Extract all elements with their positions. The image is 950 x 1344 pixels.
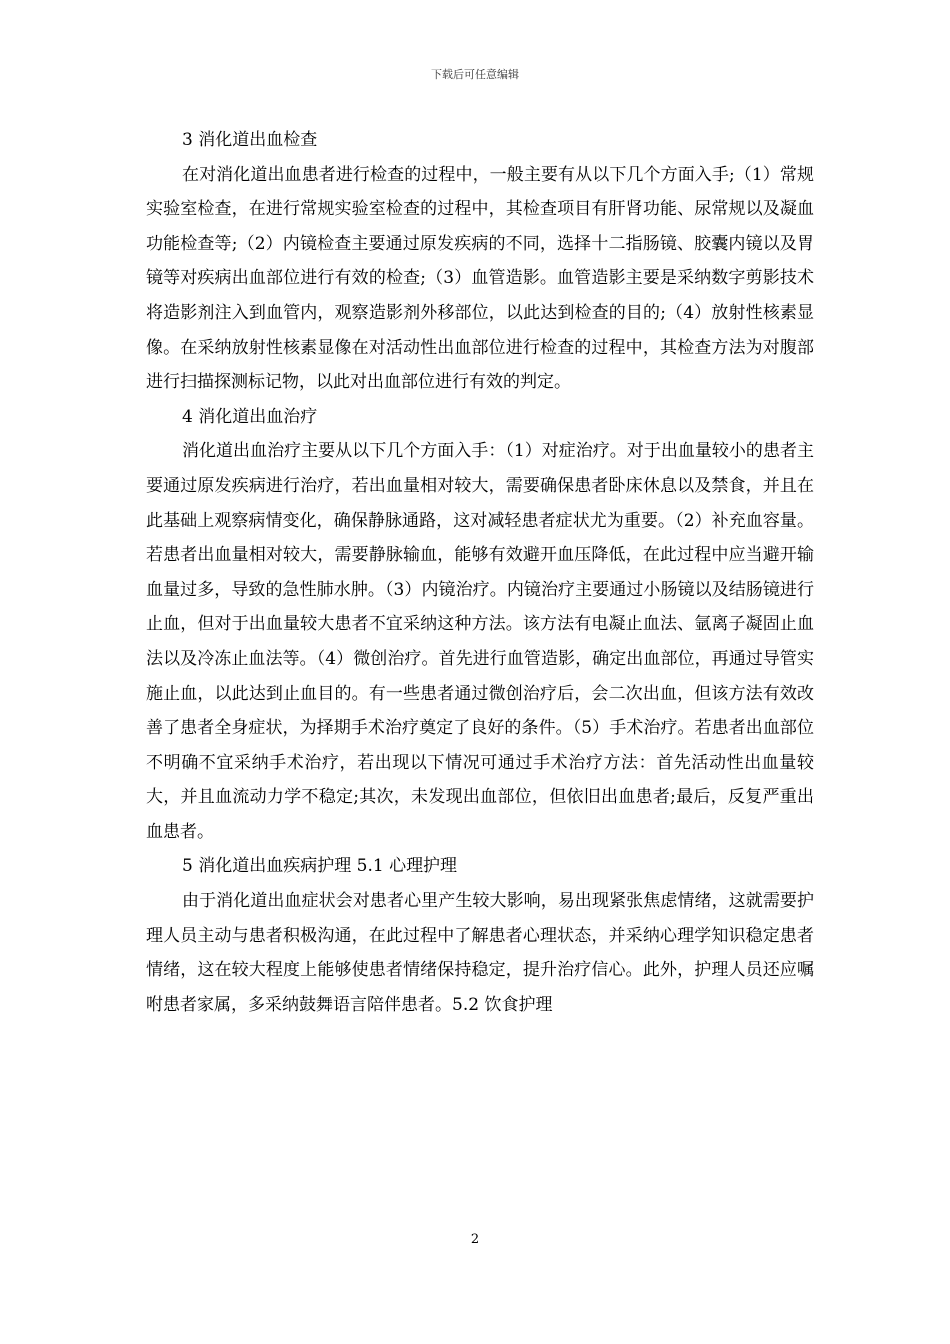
document-body	[146, 123, 814, 1022]
page-header: 下载后可任意编辑	[431, 68, 519, 81]
paragraph-treatment: 消化道出血治疗主要从以下几个方面入手：（1）对症治疗。对于出血量较小的患者主要通过原发疾病进行治疗，若出血量相对较大，需要确保患者卧床休息以及禁食，并且在此基础上观察病情变化，确保静脉通路，这对减轻患者症状尤为重要。（2）补充血容量。若患者出血量相对较大，需要静脉输血，能够有效避开血压降低，在此过程中应当避开输血量过多，导致的急性肺水肿。（3）内镜治疗。内镜治疗主要通过小肠镜以及结肠镜进行止血，但对于出血量较大患者不宜采纳这种方法。该方法有电凝止血法、氩离子凝固止血法以及冷冻止血法等。（4）微创治疗。首先进行血管造影，确定出血部位，再通过导管实施止血，以此达到止血目的。有一些患者通过微创治疗后，会二次出血，但该方法有效改善了患者全身症状，为择期手术治疗奠定了良好的条件。（5）手术治疗。若患者出血部位不明确不宜采纳手术治疗，若出现以下情况可通过手术治疗方法：首先活动性出血量较大，并且血流动力学不稳定;其次，未发现出血部位，但依旧出血患者;最后，反复严重出血患者。	[146, 441, 814, 842]
section-heading-3: 3 消化道出血检查	[182, 130, 318, 150]
paragraph-nursing: 由于消化道出血症状会对患者心里产生较大影响，易出现紧张焦虑情绪，这就需要护理人员主动与患者积极沟通，在此过程中了解患者心理状态，并采纳心理学知识稳定患者情绪，这在较大程度上能够使患者情绪保持稳定，提升治疗信心。此外，护理人员还应嘱咐患者家属，多采纳鼓舞语言陪伴患者。5.2 饮食护理	[146, 891, 814, 1015]
page-number: 2	[470, 1232, 480, 1247]
section-heading-4: 4 消化道出血治疗	[182, 406, 318, 427]
section-heading-5: 5 消化道出血疾病护理 5.1 心理护理	[182, 856, 458, 877]
paragraph-examination: 在对消化道出血患者进行检查的过程中，一般主要有从以下几个方面入手;（1）常规实验室检查，在进行常规实验室检查的过程中，其检查项目有肝肾功能、尿常规以及凝血功能检查等;（2）内镜检查主要通过原发疾病的不同，选择十二指肠镜、胶囊内镜以及胃镜等对疾病出血部位进行有效的检查;（3）血管造影。血管造影主要是采纳数字剪影技术将造影剂注入到血管内，观察造影剂外移部位，以此达到检查的目的;（4）放射性核素显像。在采纳放射性核素显像在对活动性出血部位进行检查的过程中，其检查方法为对腹部进行扫描探测标记物，以此对出血部位进行有效的判定。	[146, 164, 814, 393]
